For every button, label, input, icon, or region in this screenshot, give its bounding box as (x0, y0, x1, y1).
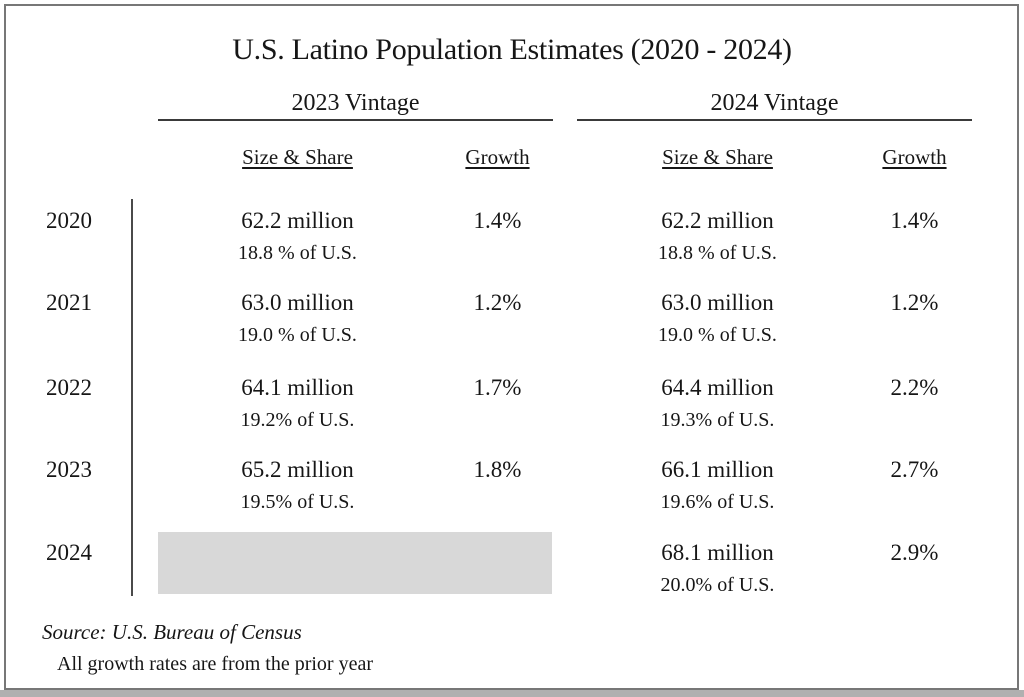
growth-header-2024: Growth (882, 145, 947, 169)
population-cell (195, 455, 400, 515)
population-value: 65.2 million (241, 457, 354, 482)
growth-value: 2.2% (890, 375, 939, 400)
growth-value: 1.2% (890, 290, 939, 315)
population-cell (615, 538, 820, 598)
growth-value: 2.9% (890, 540, 939, 565)
population-value: 68.1 million (661, 540, 774, 565)
share-value: 19.6% of U.S. (660, 491, 775, 513)
vintage-2024-header: 2024 Vintage (710, 90, 839, 116)
year-column-divider (131, 199, 133, 596)
population-cell (195, 373, 400, 433)
vintage-2024-rule (577, 119, 972, 121)
vintage-2023-rule (158, 119, 553, 121)
population-value: 64.4 million (661, 375, 774, 400)
share-value: 19.0 % of U.S. (658, 324, 777, 346)
population-value: 64.1 million (241, 375, 354, 400)
growth-value: 1.4% (473, 208, 522, 233)
share-value: 18.8 % of U.S. (238, 242, 357, 264)
share-value: 20.0% of U.S. (660, 574, 775, 596)
year-label-2022: 2022 (46, 375, 92, 400)
share-value: 18.8 % of U.S. (658, 242, 777, 264)
growth-value: 2.7% (890, 457, 939, 482)
bottom-strip (0, 690, 1024, 697)
year-label-2023: 2023 (46, 457, 92, 482)
share-value: 19.5% of U.S. (240, 491, 355, 513)
population-value: 62.2 million (661, 208, 774, 233)
growth-value: 1.8% (473, 457, 522, 482)
growth-value: 1.7% (473, 375, 522, 400)
year-label-2020: 2020 (46, 208, 92, 233)
population-cell (615, 288, 820, 348)
page-title: U.S. Latino Population Estimates (2020 - 2024) (232, 33, 792, 66)
vintage-2023-header: 2023 Vintage (291, 90, 420, 116)
growth-value: 1.2% (473, 290, 522, 315)
share-value: 19.3% of U.S. (660, 409, 775, 431)
population-cell (615, 455, 820, 515)
population-value: 62.2 million (241, 208, 354, 233)
no-data-cell-2024-vintage2023 (158, 532, 552, 594)
growth-note: All growth rates are from the prior year (57, 653, 373, 675)
share-value: 19.0 % of U.S. (238, 324, 357, 346)
population-value: 66.1 million (661, 457, 774, 482)
year-label-2024: 2024 (46, 540, 92, 565)
population-cell (615, 206, 820, 266)
population-value: 63.0 million (661, 290, 774, 315)
growth-header-2023: Growth (465, 145, 530, 169)
population-cell (195, 288, 400, 348)
population-cell (615, 373, 820, 433)
year-label-2021: 2021 (46, 290, 92, 315)
growth-value: 1.4% (890, 208, 939, 233)
size-share-header-2023: Size & Share (242, 145, 353, 169)
share-value: 19.2% of U.S. (240, 409, 355, 431)
source-note: Source: U.S. Bureau of Census (42, 620, 302, 644)
size-share-header-2024: Size & Share (662, 145, 773, 169)
population-value: 63.0 million (241, 290, 354, 315)
population-cell (195, 206, 400, 266)
